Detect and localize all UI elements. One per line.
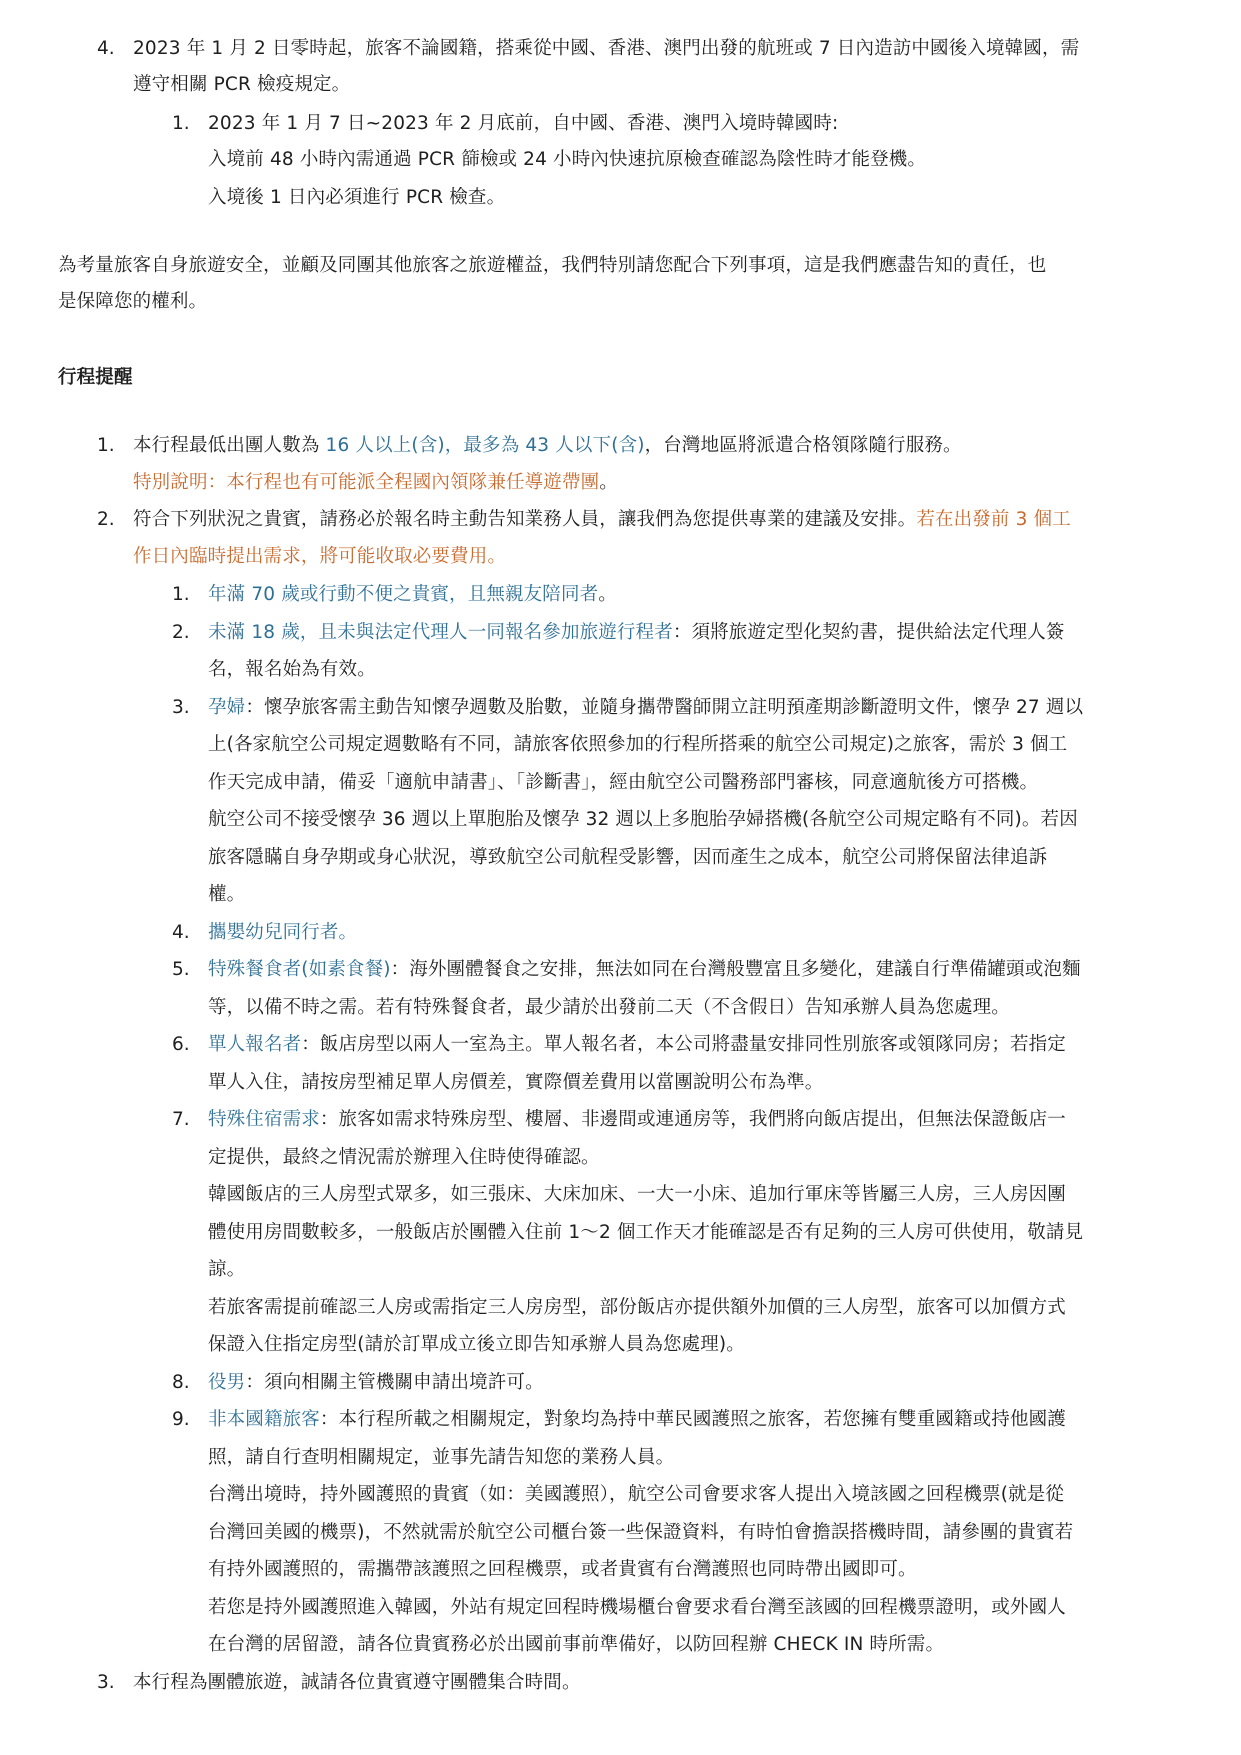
paragraph-line: 有持外國護照的，需攜帶該護照之回程機票，或者貴賓有台灣護照也同時帶出國即可。 [208, 1559, 917, 1580]
sub-item [208, 1407, 1066, 1433]
list-number: 1. [172, 113, 190, 134]
list-number: 1. [97, 435, 115, 456]
list-number: 8. [172, 1372, 190, 1393]
paragraph-line: 若旅客需提前確認三人房或需指定三人房房型，部份飯店亦提供額外加價的三人房型，旅客可以加價方式 [208, 1297, 1066, 1318]
paragraph-line: 單人入住，請按房型補足單人房價差，實際價差費用以當團說明公布為準。 [208, 1072, 824, 1093]
sub-item-label: 年滿 70 歲或行動不便之貴賓，且無親友陪同者 [208, 584, 599, 605]
sub-item [208, 957, 1081, 983]
paragraph-line: 若您是持外國護照進入韓國，外站有規定回程時機場櫃台會要求看台灣至該國的回程機票證明，或外國人 [208, 1597, 1066, 1618]
paragraph-line: 入境後 1 日內必須進行 PCR 檢查。 [208, 187, 506, 208]
special-note: 特別說明：本行程也有可能派全程國內領隊兼任導遊帶團 [133, 472, 600, 493]
paragraph-line: 作天完成申請，備妥「適航申請書」、「診斷書」，經由航空公司醫務部門審核，同意適航後方可搭機。 [208, 772, 1039, 793]
paragraph-line: 保證入住指定房型(請於訂單成立後立即告知承辦人員為您處理)。 [208, 1334, 745, 1355]
list-text: ：旅客如需求特殊房型、樓層、非邊間或連通房等，我們將向飯店提出，但無法保證飯店一 [319, 1109, 1066, 1130]
paragraph-line: 2023 年 1 月 7 日~2023 年 2 月底前，自中國、香港、澳門入境時韓國時: [208, 113, 839, 134]
sub-item-label: 單人報名者 [208, 1034, 302, 1055]
paragraph-line: 諒。 [208, 1259, 246, 1280]
notice-line: 為考量旅客自身旅遊安全，並顧及同團其他旅客之旅遊權益，我們特別請您配合下列事項，這是我們應盡告知的責任，也 [58, 255, 1047, 276]
list-number: 2. [97, 509, 115, 530]
list-text: 符合下列狀況之貴賓，請務必於報名時主動告知業務人員，讓我們為您提供專業的建議及安排。 [133, 509, 917, 530]
sub-item-label: 特殊餐食者(如素食餐) [208, 959, 391, 980]
list-item [133, 433, 962, 459]
sub-item [208, 695, 1083, 721]
list-text: ：須向相關主管機關申請出境許可。 [245, 1372, 544, 1393]
sub-item [208, 1370, 544, 1396]
list-text: ：本行程所載之相關規定，對象均為持中華民國護照之旅客，若您擁有雙重國籍或持他國護 [319, 1409, 1066, 1430]
list-text: ，台灣地區將派遣合格領隊隨行服務。 [644, 435, 962, 456]
paragraph-line: 名，報名始為有效。 [208, 659, 376, 680]
sub-item-label: 非本國籍旅客 [208, 1409, 320, 1430]
list-number: 2. [172, 622, 190, 643]
list-text: ：飯店房型以兩人一室為主。單人報名者，本公司將盡量安排同性別旅客或領隊同房；若指定 [301, 1034, 1066, 1055]
list-item: 本行程為團體旅遊，誠請各位貴賓遵守團體集合時間。 [133, 1672, 581, 1693]
paragraph-line: 在台灣的居留證，請各位貴賓務必於出國前事前準備好，以防回程辦 CHECK IN 時所需。 [208, 1634, 945, 1655]
paragraph-line: 權。 [208, 884, 246, 905]
list-number: 4. [172, 922, 190, 943]
paragraph-line: 台灣回美國的機票)，不然就需於航空公司櫃台簽一些保證資料，有時怕會擔誤搭機時間，請參團的貴賓若 [208, 1522, 1074, 1543]
sub-item [208, 582, 617, 608]
list-note [133, 470, 618, 496]
paragraph-line: 航空公司不接受懷孕 36 週以上單胞胎及懷孕 32 週以上多胞胎孕婦搭機(各航空公司規定略有不同)。若因 [208, 809, 1078, 830]
notice-line: 是保障您的權利。 [58, 291, 208, 312]
list-number: 3. [172, 697, 190, 718]
paragraph-line: 定提供，最終之情況需於辦理入住時使得確認。 [208, 1147, 600, 1168]
list-text: 。 [599, 472, 618, 493]
section-title: 行程提醒 [58, 367, 133, 388]
list-text: ：須將旅遊定型化契約書，提供給法定代理人簽 [672, 622, 1065, 643]
fee-warning: 作日內臨時提出需求，將可能收取必要費用。 [133, 546, 507, 567]
paragraph-line: 2023 年 1 月 2 日零時起，旅客不論國籍，搭乘從中國、香港、澳門出發的航班或 7 日內造訪中國後入境韓國，需 [133, 38, 1080, 59]
paragraph-line: 等，以備不時之需。若有特殊餐食者，最少請於出發前二天（不含假日）告知承辦人員為您處理。 [208, 997, 1010, 1018]
sub-item-label: 特殊住宿需求 [208, 1109, 320, 1130]
list-text: ：海外團體餐食之安排，無法如同在台灣般豐富且多變化，建議自行準備罐頭或泡麵 [390, 959, 1081, 980]
paragraph-line: 旅客隱瞞自身孕期或身心狀況，導致航空公司航程受影響，因而產生之成本，航空公司將保留法律追訴 [208, 847, 1048, 868]
list-item [133, 507, 1071, 533]
list-text: ：懷孕旅客需主動告知懷孕週數及胎數，並隨身攜帶醫師開立註明預產期診斷證明文件，懷孕 27 週以 [245, 697, 1084, 718]
paragraph-line: 入境前 48 小時內需通過 PCR 篩檢或 24 小時內快速抗原檢查確認為陰性時才能登機。 [208, 149, 927, 170]
paragraph-line: 韓國飯店的三人房型式眾多，如三張床、大床加床、一大一小床、追加行軍床等皆屬三人房，三人房因團 [208, 1184, 1066, 1205]
paragraph-line: 台灣出境時，持外國護照的貴賓（如：美國護照），航空公司會要求客人提出入境該國之回程機票(就是從 [208, 1484, 1065, 1505]
list-text: 。 [598, 584, 617, 605]
list-number: 5. [172, 959, 190, 980]
sub-item-label: 孕婦 [208, 697, 246, 718]
list-number: 3. [97, 1672, 115, 1693]
list-number: 7. [172, 1109, 190, 1130]
list-text: 本行程最低出團人數為 [133, 435, 326, 456]
list-number: 9. [172, 1409, 190, 1430]
list-number: 1. [172, 584, 190, 605]
list-number: 6. [172, 1034, 190, 1055]
sub-item-label: 攜嬰幼兒同行者。 [208, 922, 358, 943]
fee-warning: 若在出發前 3 個工 [916, 509, 1071, 530]
paragraph-line: 上(各家航空公司規定週數略有不同，請旅客依照參加的行程所搭乘的航空公司規定)之旅客，需於 3 個工 [208, 734, 1068, 755]
sub-item-label: 役男 [208, 1372, 246, 1393]
paragraph-line: 照，請自行查明相關規定，並事先請告知您的業務人員。 [208, 1447, 675, 1468]
sub-item [208, 620, 1065, 646]
sub-item [208, 1032, 1066, 1058]
sub-item-label: 未滿 18 歲，且未與法定代理人一同報名參加旅遊行程者 [208, 622, 673, 643]
sub-item [208, 1107, 1066, 1133]
paragraph-line: 體使用房間數較多，一般飯店於團體入住前 1～2 個工作天才能確認是否有足夠的三人房可供使用，敬請見 [208, 1222, 1084, 1243]
list-number: 4. [97, 38, 115, 59]
paragraph-line: 遵守相關 PCR 檢疫規定。 [133, 74, 351, 95]
highlight-text: 16 人以上(含)，最多為 43 人以下(含) [325, 435, 645, 456]
